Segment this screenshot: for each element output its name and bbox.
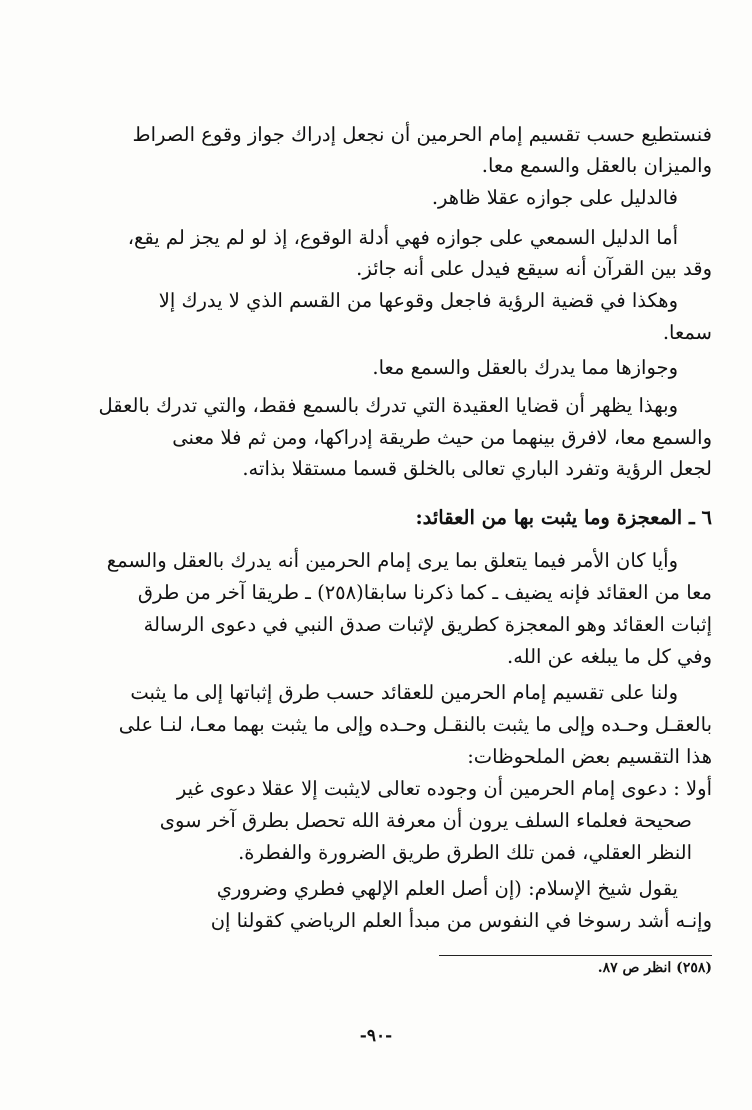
body-line-13: وأيا كان الأمر فيما يتعلق بما يرى إمام الحرمين أنه يدرك بالعقل والسمع	[106, 549, 678, 572]
body-line-15: إثبات العقائد وهو المعجزة كطريق لإثبات صدق النبي في دعوى الرسالة	[143, 613, 712, 636]
body-line-19: هذا التقسيم بعض الملحوظات:	[467, 745, 712, 768]
body-line-24: وإنـه أشد رسوخا في النفوس من مبدأ العلم الرياضي كقولنا إن	[210, 909, 712, 932]
body-line-3: فالدليل على جوازه عقلا ظاهر.	[431, 186, 678, 209]
body-line-2: والميزان بالعقل والسمع معا.	[481, 154, 712, 177]
page-number: -٩٠-	[359, 1026, 393, 1046]
body-line-18: بالعقـل وحـده وإلى ما يثبت بالنقـل وحـده وإلى ما يثبت بهما معـا، لنـا على	[118, 713, 712, 736]
body-line-21: صحيحة فعلماء السلف يرون أن معرفة الله تحصل بطرق آخر سوى	[159, 809, 692, 832]
footnote: (٢٥٨) انظر ص ٨٧.	[597, 960, 712, 976]
body-line-6: وهكذا في قضية الرؤية فاجعل وقوعها من القسم الذي لا يدرك إلا	[158, 289, 678, 312]
body-line-20: أولا : دعوى إمام الحرمين أن وجوده تعالى لايثبت إلا عقلا دعوى غير	[176, 777, 712, 800]
body-line-17: ولنا على تقسيم إمام الحرمين للعقائد حسب طرق إثباتها إلى ما يثبت	[130, 681, 678, 704]
body-line-7: سمعا.	[662, 321, 712, 344]
body-line-8: وجوازها مما يدرك بالعقل والسمع معا.	[372, 356, 678, 379]
body-line-9: وبهذا يظهر أن قضايا العقيدة التي تدرك بالسمع فقط، والتي تدرك بالعقل	[98, 394, 678, 417]
body-line-16: وفي كل ما يبلغه عن الله.	[507, 645, 712, 668]
body-line-23: يقول شيخ الإسلام: (إن أصل العلم الإلهي فطري وضروري	[216, 877, 678, 900]
section-heading: ٦ ـ المعجزة وما يثبت بها من العقائد:	[415, 506, 712, 529]
body-line-1: فنستطيع حسب تقسيم إمام الحرمين أن نجعل إدراك جواز وقوع الصراط	[132, 123, 712, 146]
body-line-22: النظر العقلي، فمن تلك الطرق طريق الضرورة والفطرة.	[238, 841, 692, 864]
body-line-10: والسمع معا، لافرق بينهما من حيث طريقة إدراكها، ومن ثم فلا معنى	[172, 426, 712, 449]
footnote-separator	[439, 955, 712, 956]
body-line-4: أما الدليل السمعي على جوازه فهي أدلة الوقوع، إذ لو لم يجز لم يقع،	[127, 226, 678, 249]
body-line-14: معا من العقائد فإنه يضيف ـ كما ذكرنا سابقا(٢٥٨) ـ طريقا آخر من طرق	[137, 581, 712, 604]
body-line-5: وقد بين القرآن أنه سيقع فيدل على أنه جائز.	[356, 257, 712, 280]
body-line-11: لجعل الرؤية وتفرد الباري تعالى بالخلق قسما مستقلا بذاته.	[242, 457, 712, 480]
